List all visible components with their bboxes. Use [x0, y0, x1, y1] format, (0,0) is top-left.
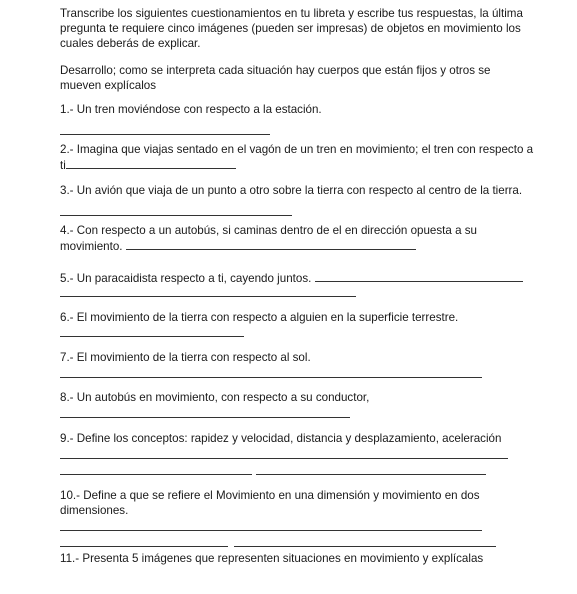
question-8: 8.- Un autobús en movimiento, con respecto a su conductor, — [60, 391, 370, 404]
question-2 — [60, 142, 540, 173]
question-10: 10.- Define a que se refiere el Movimiento en una dimensión y movimiento en dos dimensiones. — [60, 489, 480, 517]
question-6: 6.- El movimiento de la tierra con respecto a alguien en la superficie terrestre. — [60, 311, 459, 324]
question-4 — [60, 223, 500, 254]
answer-line-9b[interactable] — [60, 462, 252, 475]
development-paragraph: Desarrollo; como se interpreta cada situación hay cuerpos que están fijos y otros se mueven explícalos — [60, 64, 491, 92]
answer-blank-2[interactable] — [66, 157, 236, 169]
answer-line-8[interactable] — [60, 405, 350, 418]
question-2-text: 2.- Imagina que viajas sentado en el vagón de un tren en movimiento; el tren con respecto a ti — [60, 143, 534, 172]
answer-line-7[interactable] — [60, 365, 482, 378]
answer-blank-5a[interactable] — [315, 270, 523, 282]
answer-line-3[interactable] — [60, 203, 292, 216]
question-5-text: 5.- Un paracaidista respecto a ti, cayendo juntos. — [60, 272, 312, 285]
question-11: 11.- Presenta 5 imágenes que representen situaciones en movimiento y explícalas — [60, 552, 484, 565]
answer-blank-4[interactable] — [126, 238, 416, 250]
answer-line-10c[interactable] — [234, 534, 496, 547]
question-9: 9.- Define los conceptos: rapidez y velocidad, distancia y desplazamiento, aceleración — [60, 432, 502, 445]
question-3: 3.- Un avión que viaja de un punto a otro sobre la tierra con respecto al centro de la tierra. — [60, 184, 523, 197]
question-4-text: 4.- Con respecto a un autobús, si caminas dentro de el en dirección opuesta a su movimiento. — [60, 224, 477, 253]
answer-line-1[interactable] — [60, 122, 270, 135]
question-7: 7.- El movimiento de la tierra con respecto al sol. — [60, 351, 311, 364]
answer-line-10a[interactable] — [60, 518, 482, 531]
answer-line-10b[interactable] — [60, 534, 228, 547]
answer-line-5b[interactable] — [60, 284, 356, 297]
question-1: 1.- Un tren moviéndose con respecto a la estación. — [60, 103, 322, 116]
intro-paragraph: Transcribe los siguientes cuestionamientos en tu libreta y escribe tus respuestas, la última pregunta te requiere cinco imágenes (pueden ser impresas) de objetos en movimiento los cuales deberás de explicar. — [60, 7, 523, 50]
answer-line-9a[interactable] — [60, 446, 508, 459]
answer-line-9c[interactable] — [256, 462, 486, 475]
answer-line-6[interactable] — [60, 324, 244, 337]
